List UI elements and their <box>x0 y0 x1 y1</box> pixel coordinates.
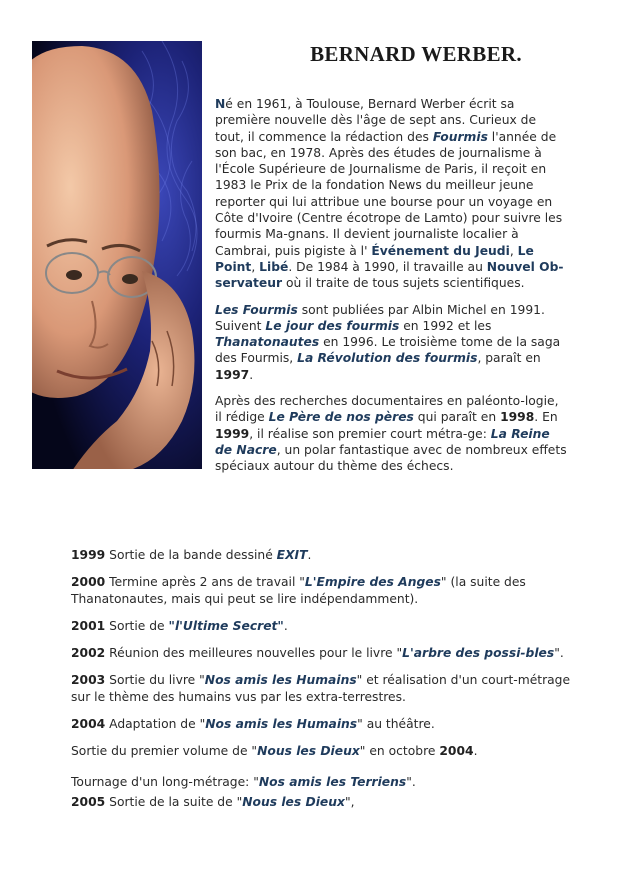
emphasis-text: 1999 <box>215 426 250 441</box>
text-run: Adaptation de " <box>105 717 206 732</box>
emphasis-text: N <box>215 97 226 111</box>
author-portrait-photo-icon <box>32 41 202 469</box>
highlighted-title: La Révolution des fourmis <box>297 351 478 366</box>
text-run: . En <box>534 410 558 425</box>
year-label: 2000 <box>71 575 106 590</box>
text-run: , il réalise son premier court métra-ge: <box>249 426 491 441</box>
highlighted-title: Nos amis les Terriens <box>258 774 407 789</box>
timeline-entry-2004-dieux <box>71 743 591 759</box>
text-run: Sortie de la suite de " <box>105 794 243 809</box>
timeline-entry-2004 <box>71 716 591 732</box>
text-run: Après des recherches documentaires en paléonto-logie, il rédige <box>215 394 559 425</box>
timeline <box>71 547 591 821</box>
highlighted-title: Libé <box>259 259 289 274</box>
highlighted-title: "l'Ultime Secret" <box>168 618 284 633</box>
bio-paragraph-1 <box>215 96 567 292</box>
text-run: , <box>251 259 260 274</box>
highlighted-title: EXIT <box>276 548 308 562</box>
text-run: Réunion des meilleures nouvelles pour le livre " <box>105 646 403 661</box>
text-run: qui paraît en <box>413 410 501 425</box>
emphasis-text: 1998 <box>500 410 535 425</box>
highlighted-title: Le jour des fourmis <box>265 318 400 333</box>
bio-paragraph-2 <box>215 302 567 383</box>
highlighted-title: La Reine de Nacre <box>215 426 550 457</box>
timeline-entry-terriens <box>71 774 591 790</box>
highlighted-title: Le Point <box>215 243 534 274</box>
text-run: . De 1984 à 1990, il travaille au <box>288 259 487 274</box>
highlighted-title: L'arbre des possi-bles <box>402 646 555 661</box>
text-run: é en 1961, à Toulouse, Bernard Werber écrit sa première nouvelle dès l'âge de sept ans. Curieux de tout, il commence la rédaction des <box>215 97 537 144</box>
highlighted-title: Nos amis les Humains <box>204 673 357 688</box>
text-run: en 1996. Le troisième tome de la saga des Fourmis, <box>215 335 561 366</box>
text-run: ". <box>406 774 416 789</box>
text-run: , un polar fantastique avec de nombreux effets spéciaux autour du thème des échecs. <box>215 442 567 474</box>
highlighted-title: Fourmis <box>432 129 488 144</box>
highlighted-title: Nouvel Ob-servateur <box>215 259 564 291</box>
text-run: , paraît en <box>477 351 541 366</box>
timeline-entry-2002 <box>71 645 591 661</box>
text-run: l'année de son bac, en 1978. Après des études de journalisme à l'École Supérieure de Journalisme de Paris, il reçoit en 1983 le Prix de la fondation News du meilleur jeune reporter qui lui attribue une bourse pour un voyage en Côte d'Ivoire (Centre écotrope de Lamto) pour suivre les fourmis Ma-gnans. Il devient journaliste localier à Cambrai, puis pigiste à l' <box>215 129 563 258</box>
year-label: 2005 <box>71 794 106 809</box>
biography <box>215 96 567 485</box>
text-run: en 1992 et les <box>399 318 492 333</box>
timeline-entry-2005 <box>71 794 591 810</box>
page-title: BERNARD WERBER. <box>310 42 522 66</box>
highlighted-title: Thanatonautes <box>215 335 320 350</box>
text-run: sont publiées par Albin Michel en 1991. Suivent <box>215 302 545 333</box>
author-portrait <box>32 41 202 469</box>
timeline-entry-2003 <box>71 672 591 705</box>
text-run: " en octobre <box>359 744 440 759</box>
text-run: . <box>249 367 254 382</box>
text-run: Tournage d'un long-métrage: " <box>71 774 259 789</box>
text-run: . <box>473 744 478 759</box>
text-run: . <box>283 618 288 633</box>
text-run: Sortie de la bande dessiné <box>105 548 277 562</box>
highlighted-title: Nous les Dieux <box>257 744 360 759</box>
text-run: Sortie de <box>105 618 169 633</box>
text-run: , <box>509 243 518 258</box>
text-run: Sortie du premier volume de " <box>71 744 258 759</box>
year-label: 2003 <box>71 673 106 688</box>
text-run: . <box>307 548 312 562</box>
year-label: 2001 <box>71 618 106 633</box>
highlighted-title: Nous les Dieux <box>242 794 345 809</box>
year-label: 2002 <box>71 646 106 661</box>
highlighted-title: Les Fourmis <box>215 302 298 317</box>
timeline-entry-2001 <box>71 618 591 634</box>
highlighted-title: Nos amis les Humains <box>205 717 358 732</box>
year-label: 1999 <box>71 548 106 562</box>
text-run: " au théâtre. <box>357 717 435 732</box>
text-run: " (la suite des Thanatonautes, mais qui peut se lire indépendamment). <box>71 575 526 606</box>
text-run: où il traite de tous sujets scientifiques. <box>282 276 525 291</box>
year-label: 2004 <box>71 717 106 732</box>
text-run: Sortie du livre " <box>105 673 205 688</box>
timeline-entry-1999 <box>71 547 591 563</box>
highlighted-title: L'Empire des Anges <box>304 575 441 590</box>
bio-paragraph-3 <box>215 393 567 474</box>
highlighted-title: Le Père de nos pères <box>268 410 414 425</box>
highlighted-title: Événement du Jeudi <box>371 243 510 258</box>
text-run: " et réalisation d'un court-métrage sur le thème des humains vus par les extra-terrestres. <box>71 673 571 704</box>
year-label: 2004 <box>439 744 474 759</box>
text-run: ". <box>554 646 564 661</box>
timeline-entry-2000 <box>71 574 591 607</box>
text-run: ", <box>344 794 355 809</box>
text-run: Termine après 2 ans de travail " <box>105 575 305 590</box>
emphasis-text: 1997 <box>215 367 250 382</box>
